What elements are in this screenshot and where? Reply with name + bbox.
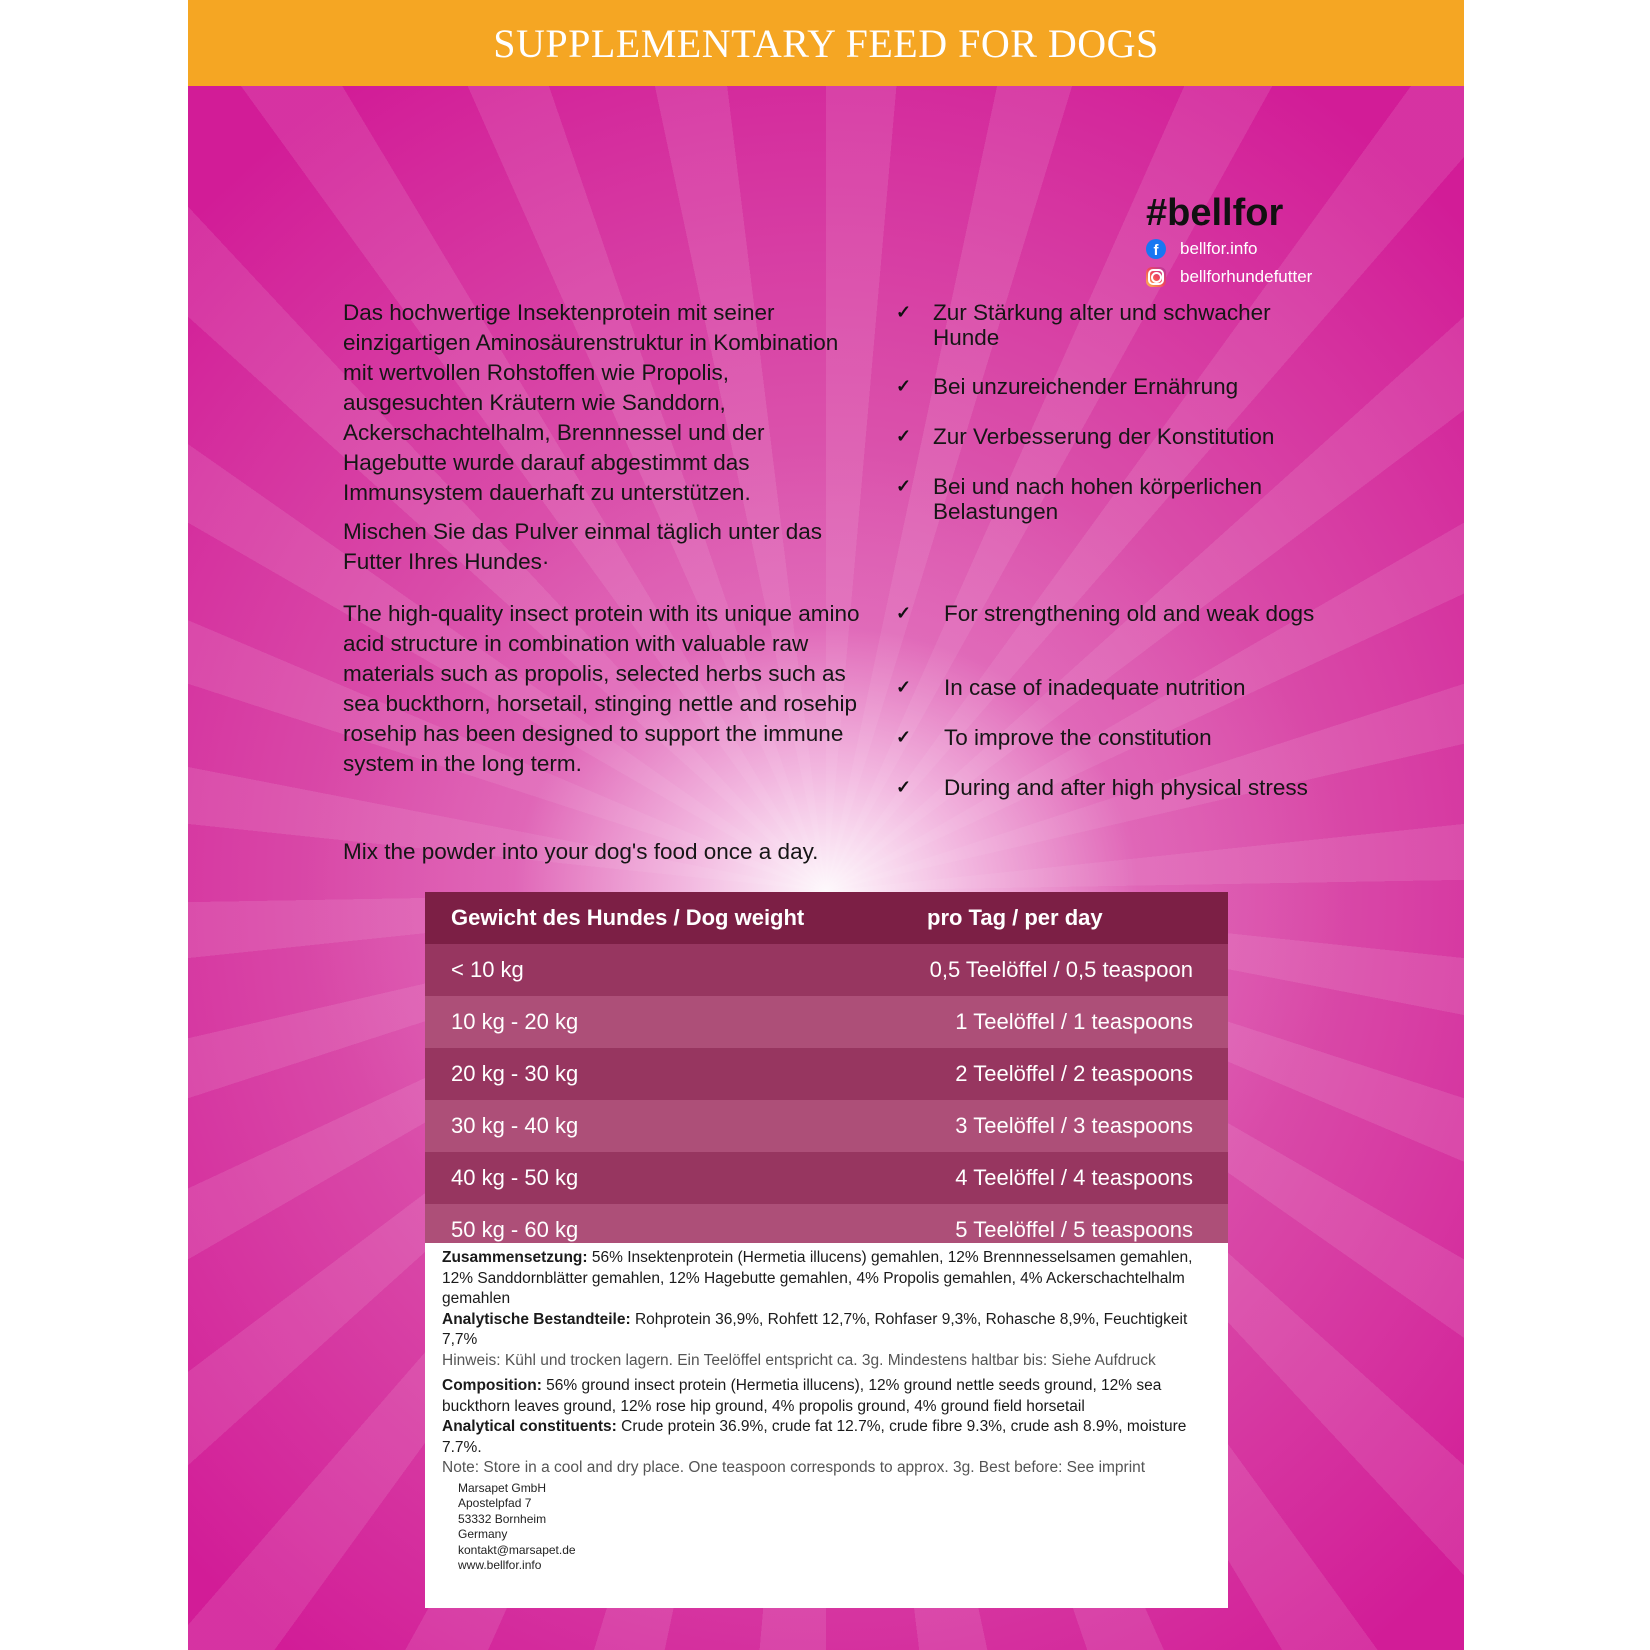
- header-per-day: pro Tag / per day: [927, 892, 1228, 944]
- composition-en-label: Composition:: [442, 1377, 542, 1394]
- address-country: Germany: [458, 1527, 508, 1541]
- english-usage: Mix the powder into your dog's food once a day.: [343, 839, 819, 864]
- dosage-weight: 30 kg - 40 kg: [425, 1100, 927, 1152]
- german-usage: Mischen Sie das Pulver einmal täglich unter das Futter Ihres Hundes·: [343, 519, 822, 574]
- composition-de-text: 56% Insektenprotein (Hermetia illucens) gemahlen, 12% Brennnesselsamen gemahlen, 12% Sanddornblätter gemahlen, 12% Hagebutte gemahlen, 4% Propolis gemahlen, 4% Ackerschachtelhalm gemahlen: [442, 1249, 1193, 1307]
- benefit-item: [896, 675, 1245, 700]
- instagram-icon: [1146, 267, 1166, 287]
- dosage-weight: 40 kg - 50 kg: [425, 1152, 927, 1204]
- dosage-amount: 5 Teelöffel / 5 teaspoons: [927, 1204, 1228, 1256]
- benefit-text: For strengthening old and weak dogs: [944, 601, 1315, 626]
- analytic-de-text: Rohprotein 36,9%, Rohfett 12,7%, Rohfaser 9,3%, Rohasche 8,9%, Feuchtigkeit 7,7%: [442, 1310, 1188, 1348]
- dosage-weight: < 10 kg: [425, 944, 927, 996]
- address-street: Apostelpfad 7: [458, 1496, 532, 1510]
- facebook-handle: bellfor.info: [1180, 239, 1258, 258]
- composition-de: [442, 1248, 1216, 1310]
- check-icon: ✓: [896, 426, 912, 446]
- banner-title: SUPPLEMENTARY FEED FOR DOGS: [493, 20, 1159, 66]
- facebook-icon: f: [1146, 239, 1166, 259]
- dosage-weight: 20 kg - 30 kg: [425, 1048, 927, 1100]
- dosage-amount: 0,5 Teelöffel / 0,5 teaspoon: [927, 944, 1228, 996]
- check-icon: ✓: [896, 777, 912, 797]
- benefit-item: [896, 725, 1212, 750]
- check-icon: ✓: [896, 677, 912, 697]
- composition-en-text: 56% ground insect protein (Hermetia illucens), 12% ground nettle seeds ground, 12% sea buckthorn leaves ground, 12% rose hip ground, 4% propolis ground, 4% ground field horsetail: [442, 1377, 1162, 1415]
- benefit-item: [896, 424, 1274, 449]
- benefit-text: Bei und nach hohen körperlichen Belastungen: [933, 474, 1262, 524]
- header-dog-weight: Gewicht des Hundes / Dog weight: [425, 892, 927, 944]
- analytic-en-label: Analytical constituents:: [442, 1418, 617, 1435]
- address-city: 53332 Bornheim: [458, 1511, 547, 1526]
- dosage-amount: 3 Teelöffel / 3 teaspoons: [927, 1100, 1228, 1152]
- title-banner: [188, 0, 1464, 86]
- dosage-row: [425, 1048, 1228, 1100]
- dosage-amount: 4 Teelöffel / 4 teaspoons: [927, 1152, 1228, 1204]
- address-website: www.bellfor.info: [458, 1558, 542, 1572]
- analytic-de: [442, 1310, 1216, 1351]
- german-description: Das hochwertige Insektenprotein mit seiner einzigartigen Aminosäurenstruktur in Kombination mit wertvollen Rohstoffen wie Propolis, ausgesuchten Kräutern wie Sanddorn, Ackerschachtelhalm, Brennnessel und der Hagebutte wurde darauf abgestimmt das Immunsystem dauerhaft zu unterstützen.: [343, 300, 839, 505]
- product-label-page: [188, 0, 1464, 1650]
- analytic-en: [442, 1417, 1216, 1458]
- benefit-item: [896, 474, 1336, 524]
- composition-en: [442, 1376, 1216, 1417]
- benefit-item: [896, 374, 1238, 399]
- address-email: kontakt@marsapet.de: [458, 1542, 576, 1557]
- benefit-text: In case of inadequate nutrition: [944, 675, 1246, 700]
- check-icon: ✓: [896, 603, 912, 623]
- brand-hashtag: #bellfor: [1146, 192, 1284, 234]
- check-icon: ✓: [896, 376, 912, 396]
- benefit-item: [896, 775, 1308, 800]
- instagram-handle: bellforhundefutter: [1180, 267, 1313, 286]
- check-icon: ✓: [896, 302, 912, 322]
- english-description: The high-quality insect protein with its unique amino acid structure in combination with valuable raw materials such as propolis, selected herbs such as sea buckthorn, horsetail, stinging nettle and rosehip rosehip has been designed to support the immune system in the long term.: [343, 601, 860, 776]
- analytic-de-label: Analytische Bestandteile:: [442, 1310, 631, 1328]
- dosage-row: [425, 1100, 1228, 1152]
- address-company: Marsapet GmbH: [458, 1480, 547, 1495]
- composition-de-label: Zusammensetzung:: [442, 1249, 588, 1266]
- dosage-amount: 1 Teelöffel / 1 teaspoons: [927, 996, 1228, 1048]
- analytic-en-text: Crude protein 36.9%, crude fat 12.7%, crude fibre 9.3%, crude ash 8.9%, moisture 7.7%.: [442, 1418, 1187, 1456]
- dosage-row: [425, 1152, 1228, 1204]
- dosage-weight: 50 kg - 60 kg: [425, 1204, 927, 1256]
- benefit-text: Bei unzureichender Ernährung: [933, 374, 1239, 399]
- benefit-item: [896, 300, 1336, 350]
- benefit-text: During and after high physical stress: [944, 775, 1308, 800]
- dosage-row: [425, 944, 1228, 996]
- benefit-text: To improve the constitution: [944, 725, 1212, 750]
- social-instagram: [1146, 264, 1312, 290]
- dosage-table: [425, 892, 1228, 1256]
- note-en: Note: Store in a cool and dry place. One teaspoon corresponds to approx. 3g. Best before: See imprint: [442, 1459, 1146, 1476]
- brand-block: [1146, 192, 1312, 290]
- note-de: Hinweis: Kühl und trocken lagern. Ein Teelöffel entspricht ca. 3g. Mindestens haltbar bis: Siehe Aufdruck: [442, 1351, 1156, 1369]
- benefit-text: Zur Stärkung alter und schwacher Hunde: [933, 300, 1271, 350]
- dosage-amount: 2 Teelöffel / 2 teaspoons: [927, 1048, 1228, 1100]
- ingredients-panel: [425, 1243, 1228, 1608]
- benefit-text: Zur Verbesserung der Konstitution: [933, 424, 1275, 449]
- social-facebook: [1146, 236, 1312, 262]
- dosage-weight: 10 kg - 20 kg: [425, 996, 927, 1048]
- check-icon: ✓: [896, 476, 912, 496]
- benefit-item: [896, 601, 1314, 626]
- dosage-row: [425, 996, 1228, 1048]
- manufacturer-address: [458, 1481, 1216, 1574]
- dosage-header-row: [425, 892, 1228, 944]
- check-icon: ✓: [896, 727, 912, 747]
